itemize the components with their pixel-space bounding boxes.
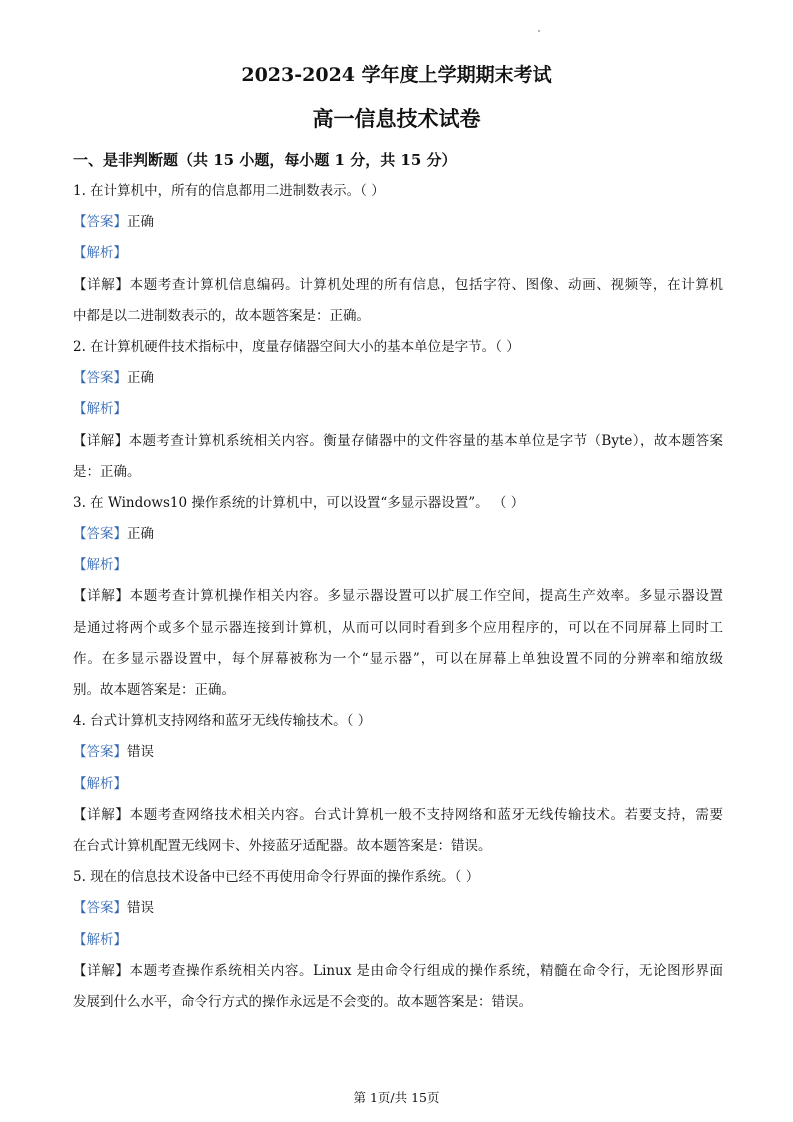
question-2: 2. 在计算机硬件技术指标中，度量存储器空间大小的基本单位是字节。（ ） <box>73 338 520 355</box>
answer-value: 正确 <box>127 214 154 231</box>
section-heading: 一、是非判断题（共 15 小题，每小题 1 分，共 15 分） <box>73 151 457 169</box>
exam-title: 2023-2024 学年度上学期期末考试 <box>241 64 552 86</box>
analysis-row <box>73 238 723 269</box>
question-4: 4. 台式计算机支持网络和蓝牙无线传输技术。（ ） <box>73 713 372 730</box>
analysis-row <box>73 394 723 425</box>
detail-text: 本题考查计算机系统相关内容。衡量存储器中的文件容量的基本单位是字节（Byte），故本题答案 <box>128 432 723 449</box>
question-list <box>73 176 723 1018</box>
detail-tag: 【详解】 <box>73 962 130 979</box>
answer-value: 正确 <box>127 526 154 543</box>
answer-row <box>73 893 723 924</box>
page-number: 第 1页/共 15页 <box>353 1090 440 1105</box>
analysis-tag: 【解析】 <box>73 931 127 948</box>
analysis-tag: 【解析】 <box>73 557 127 574</box>
answer-value: 错误 <box>127 900 154 917</box>
analysis-row <box>73 769 723 800</box>
answer-tag: 【答案】 <box>73 900 127 917</box>
detail-row <box>73 956 723 987</box>
detail-continuation: 在台式计算机配置无线网卡、外接蓝牙适配器。故本题答案是：错误。 <box>73 837 492 854</box>
detail-continuation: 是：正确。 <box>73 463 141 480</box>
detail-text: 本题考查操作系统相关内容。Linux 是由命令行组成的操作系统，精髓在命令行，无论图形界面 <box>129 962 723 979</box>
scan-dot <box>538 30 540 32</box>
detail-continuation: 作。在多显示器设置中，每个屏幕被称为一个“显示器”，可以在屏幕上单独设置不同的分辨率和缩放级 <box>73 650 723 667</box>
answer-row <box>73 363 723 394</box>
detail-text: 本题考查计算机操作相关内容。多显示器设置可以扩展工作空间，提高生产效率。多显示器设置 <box>129 588 723 605</box>
exam-subtitle: 高一信息技术试卷 <box>312 106 481 131</box>
detail-row <box>73 581 723 612</box>
answer-tag: 【答案】 <box>73 744 127 761</box>
answer-tag: 【答案】 <box>73 214 127 231</box>
question-1: 1. 在计算机中，所有的信息都用二进制数表示。（ ） <box>73 183 385 199</box>
answer-tag: 【答案】 <box>73 526 127 543</box>
question-5: 5. 现在的信息技术设备中已经不再使用命令行界面的操作系统。（ ） <box>73 869 480 886</box>
question-3: 3. 在 Windows10 操作系统的计算机中，可以设置“多显示器设置”。 （ ） <box>73 494 525 511</box>
detail-text: 本题考查计算机信息编码。计算机处理的所有信息，包括字符、图像、动画、视频等，在计算机 <box>129 276 723 293</box>
detail-row <box>73 800 723 831</box>
analysis-row <box>73 925 723 956</box>
answer-tag: 【答案】 <box>73 370 127 387</box>
detail-continuation: 是通过将两个或多个显示器连接到计算机，从而可以同时看到多个应用程序的，可以在不同屏幕上同时工 <box>73 619 723 636</box>
answer-value: 错误 <box>127 744 154 761</box>
answer-value: 正确 <box>127 370 154 387</box>
answer-row <box>73 737 723 768</box>
detail-tag: 【详解】 <box>73 588 130 605</box>
detail-continuation: 别。故本题答案是：正确。 <box>73 682 235 698</box>
analysis-row <box>73 550 723 581</box>
analysis-tag: 【解析】 <box>73 401 127 418</box>
detail-row <box>73 270 723 301</box>
detail-row <box>73 426 723 457</box>
analysis-tag: 【解析】 <box>73 775 127 792</box>
detail-tag: 【详解】 <box>73 432 129 449</box>
answer-row <box>73 519 723 550</box>
detail-continuation: 中都是以二进制数表示的，故本题答案是：正确。 <box>73 307 370 324</box>
detail-text: 本题考查网络技术相关内容。台式计算机一般不支持网络和蓝牙无线传输技术。若要支持，需要 <box>129 806 723 823</box>
detail-continuation: 发展到什么水平，命令行方式的操作永远是不会变的。故本题答案是：错误。 <box>73 993 532 1010</box>
analysis-tag: 【解析】 <box>73 245 127 262</box>
detail-tag: 【详解】 <box>73 276 130 293</box>
answer-row <box>73 207 723 238</box>
detail-tag: 【详解】 <box>73 806 130 823</box>
